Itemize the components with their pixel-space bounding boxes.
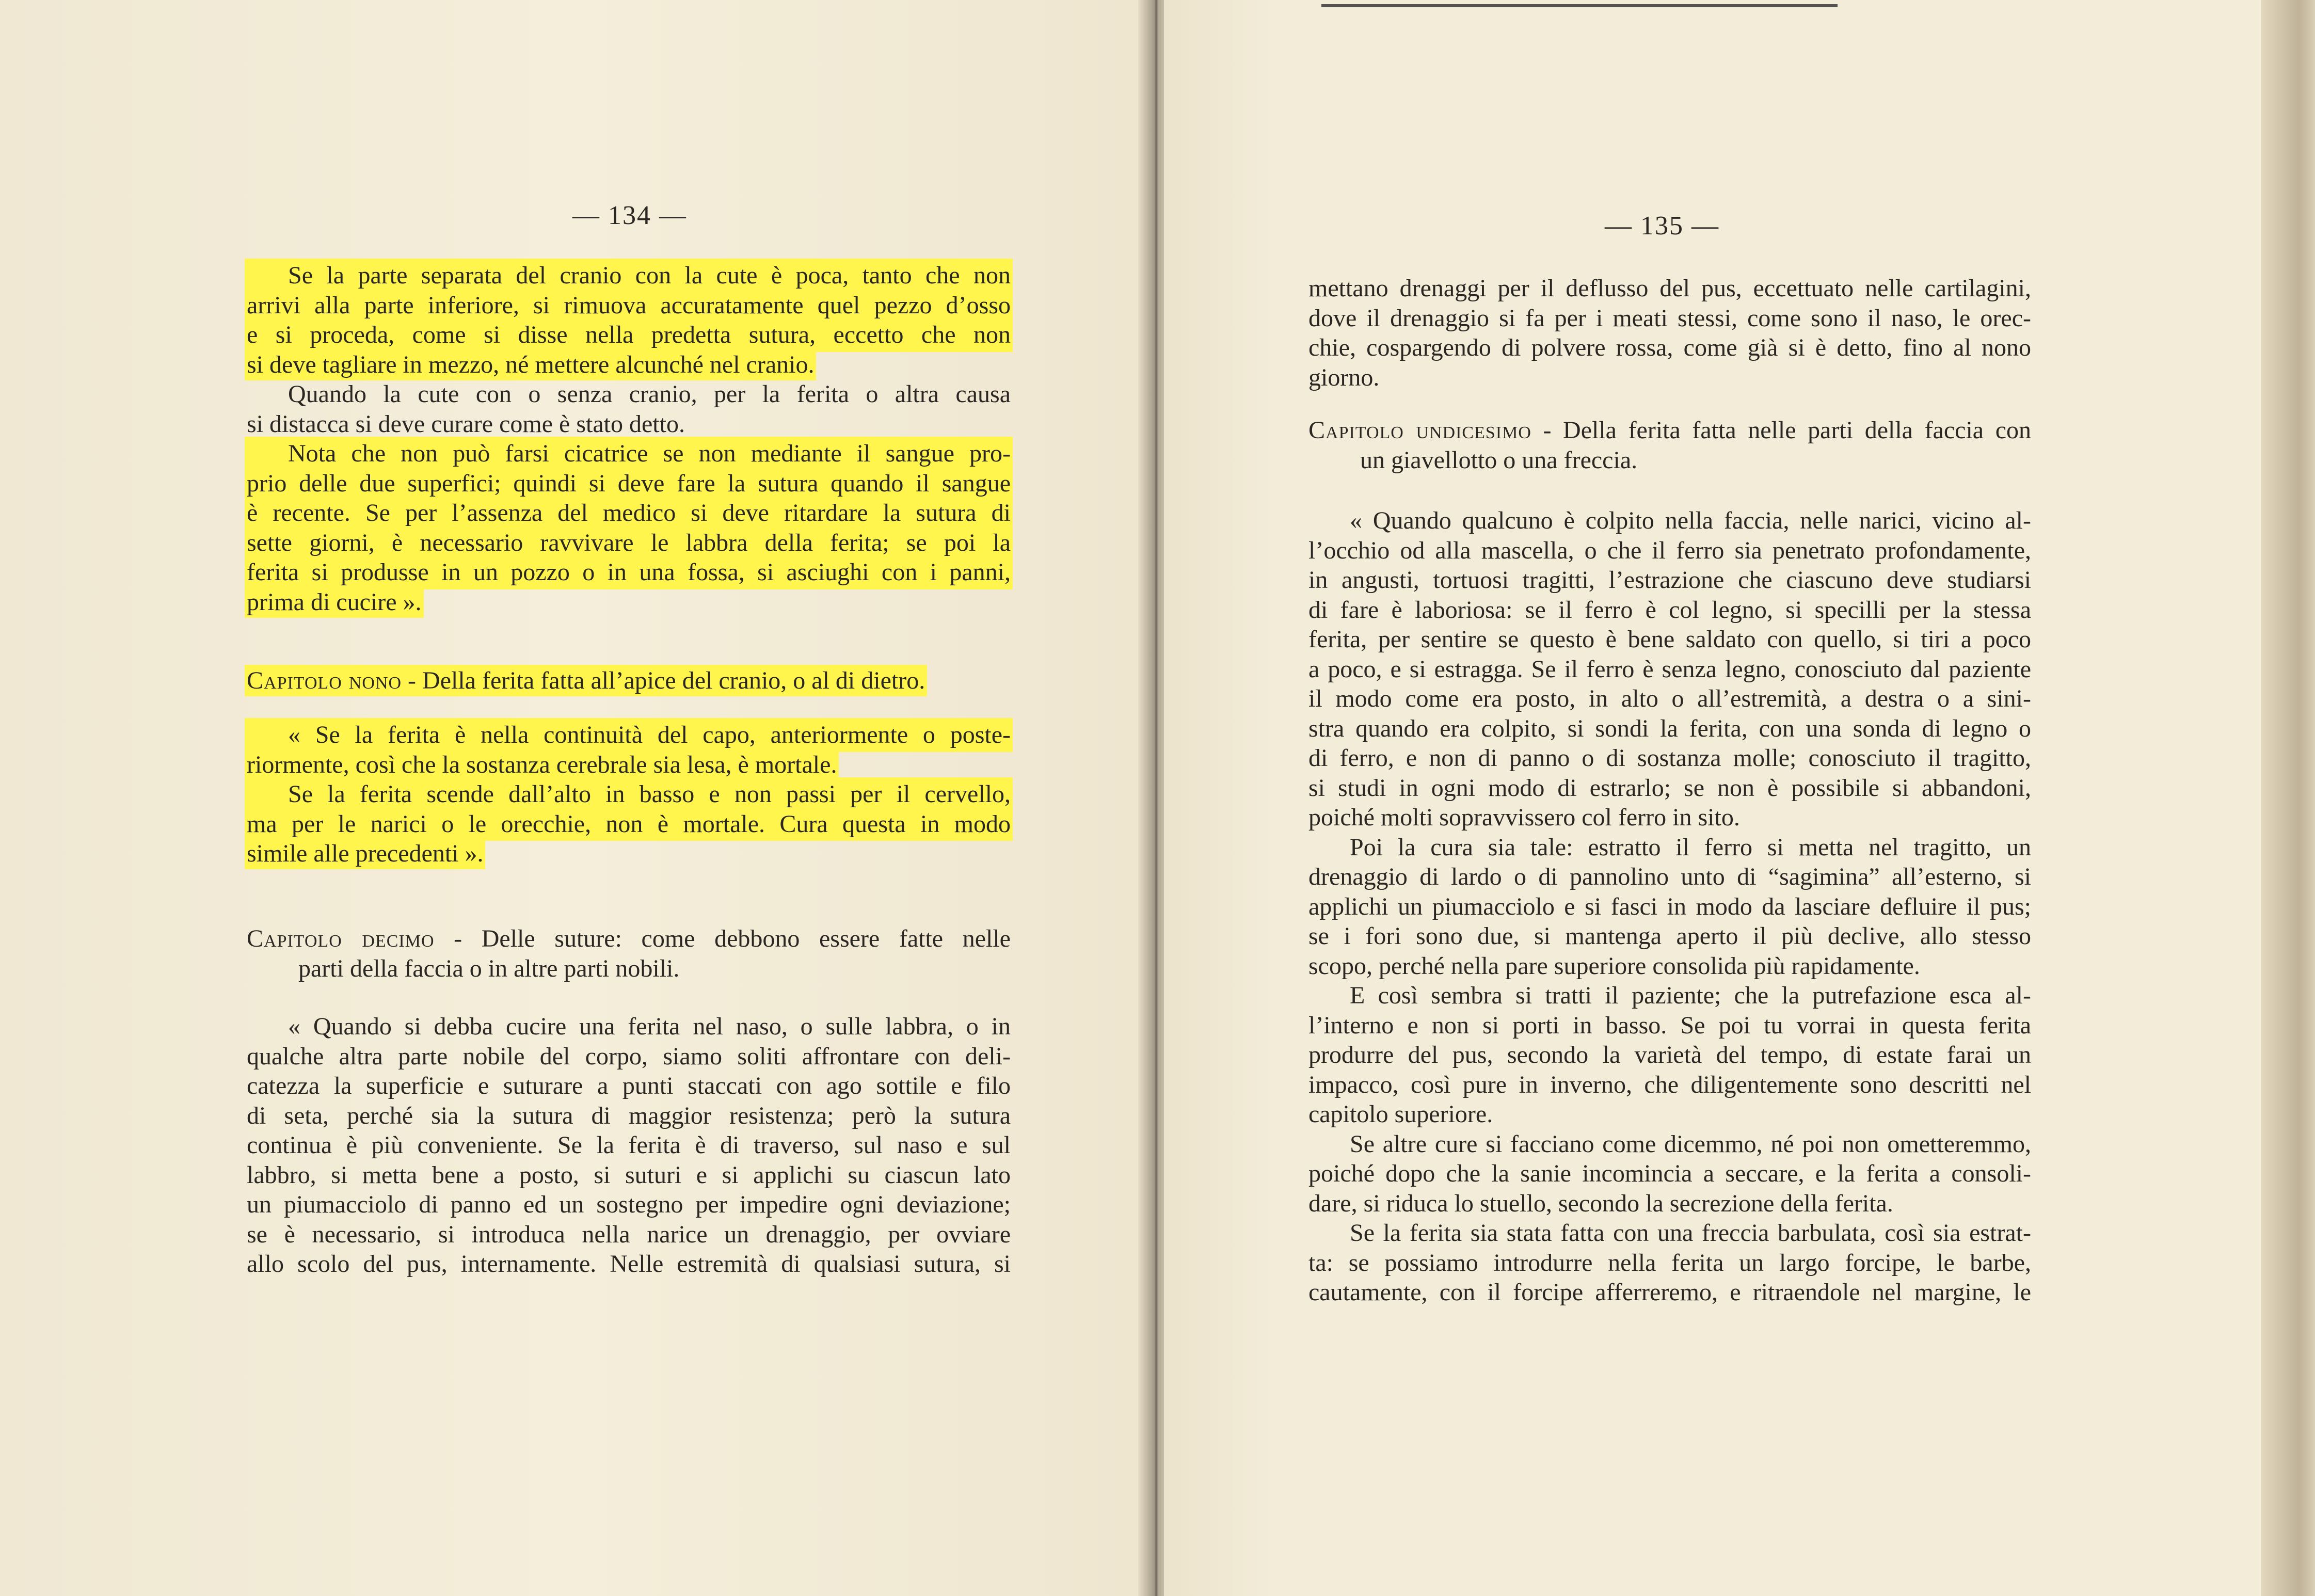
text-line xyxy=(247,750,1011,780)
text-line: ferita, per sentire se questo è bene saldato con quello, si tiri a poco xyxy=(1308,626,2031,653)
text-line: E così sembra si tratti il paziente; che la putrefazione esca al- xyxy=(1350,982,2031,1009)
text-line xyxy=(247,839,1011,869)
text-line: e si proceda, come si disse nella predetta sutura, eccetto che non xyxy=(247,320,1011,350)
text-line: poiché dopo che la sanie incomincia a seccare, e la ferita a consoli- xyxy=(1308,1160,2031,1187)
text-line: Se la parte separata del cranio con la cute è poca, tanto che non xyxy=(247,261,1011,291)
text-line: prio delle due superfici; quindi si deve fare la sutura quando il sangue xyxy=(247,469,1011,499)
text-line: stra quando era colpito, si sondi la ferita, con una sonda di legno o xyxy=(1308,714,2031,742)
text-line: il modo come era posto, in alto o all’estremità, a destra o a sini- xyxy=(1308,685,2031,712)
text-line: si studi in ogni modo di estrarlo; se non è possibile si abbandoni, xyxy=(1308,774,2031,802)
right-paragraph-2 xyxy=(1308,506,2031,1307)
text-line: impacco, così pure in inverno, che diligentemente sono descritti nel xyxy=(1308,1071,2031,1098)
text-line: è recente. Se per l’assenza del medico si deve ritardare la sutura di xyxy=(247,498,1011,528)
page-number-left: — 134 — xyxy=(572,201,687,230)
text-line: chie, cospargendo di polvere rossa, come già si è detto, fino al nono xyxy=(1308,334,2031,361)
text-line: arrivi alla parte inferiore, si rimuova accuratamente quel pezzo d’osso xyxy=(247,291,1011,321)
page-edge xyxy=(2261,0,2315,1596)
text-line: di ferro, e non di panno o di sostanza molle; conosciuto il tragitto, xyxy=(1308,744,2031,772)
text-line: labbro, si metta bene a posto, si suturi e si applichi su ciascun lato xyxy=(247,1161,1011,1189)
text-line: capitolo superiore. xyxy=(1308,1100,1493,1128)
text-line: Se altre cure si facciano come dicemmo, né poi non ometteremmo, xyxy=(1350,1130,2031,1158)
text-line: un giavellotto o una freccia. xyxy=(1360,446,1638,474)
text-line: « Quando qualcuno è colpito nella faccia, nelle narici, vicino al- xyxy=(1350,507,2031,534)
text-line: continua è più conveniente. Se la ferita è di traverso, sul naso e sul xyxy=(247,1131,1011,1159)
chapter-title: - Della ferita fatta all’apice del cranio, o al di dietro. xyxy=(402,667,925,694)
text-line: qualche altra parte nobile del corpo, siamo soliti affrontare con deli- xyxy=(247,1042,1011,1070)
left-page xyxy=(0,0,1148,1596)
text-line: mettano drenaggi per il deflusso del pus, eccettuato nelle cartilagini, xyxy=(1308,275,2031,302)
text-line: Quando la cute con o senza cranio, per la ferita o altra causa xyxy=(288,380,1011,408)
text-line: « Se la ferita è nella continuità del capo, anteriormente o poste- xyxy=(247,720,1011,750)
right-paragraph-1 xyxy=(1308,274,2031,392)
text-line: un piumacciolo di panno ed un sostegno per impedire ogni deviazione; xyxy=(247,1191,1011,1218)
text-line: se i fori sono due, si mantenga aperto il più declive, allo stesso xyxy=(1308,922,2031,950)
left-paragraph-3 xyxy=(247,1012,1011,1279)
text-line: se è necessario, si introduca nella narice un drenaggio, per ovviare xyxy=(247,1220,1011,1248)
chapter-label: Capitolo undicesimo xyxy=(1308,417,1531,444)
text-line: Se la ferita sia stata fatta con una freccia barbulata, così sia estrat- xyxy=(1350,1219,2031,1247)
text-line: ma per le narici o le orecchie, non è mortale. Cura questa in modo xyxy=(247,809,1011,839)
text-line: scopo, perché nella pare superiore consolida più rapidamente. xyxy=(1308,952,1920,980)
text-line xyxy=(1308,416,2031,445)
text-line: Poi la cura sia tale: estratto il ferro si metta nel tragitto, un xyxy=(1350,833,2031,861)
highlighted-heading xyxy=(247,667,925,694)
text-line: giorno. xyxy=(1308,363,1380,391)
text-line: allo scolo del pus, internamente. Nelle estremità di qualsiasi sutura, si xyxy=(247,1250,1011,1278)
text-line: sette giorni, è necessario ravvivare le labbra della ferita; se poi la xyxy=(247,528,1011,558)
chapter-heading-9 xyxy=(247,666,1011,696)
text-line: si distacca si deve curare come è stato detto. xyxy=(247,410,685,438)
text-line: applichi un piumacciolo e si fasci in modo da lasciare defluire il pus; xyxy=(1308,892,2031,920)
text-line: « Quando si debba cucire una ferita nel naso, o sulle labbra, o in xyxy=(288,1013,1011,1040)
text-line: catezza la superficie e suturare a punti staccati con ago sottile e filo xyxy=(247,1072,1011,1099)
text-line: l’occhio od alla mascella, o che il ferro sia penetrato profondamente, xyxy=(1308,536,2031,564)
text-line: Se la ferita scende dall’alto in basso e non passi per il cervello, xyxy=(247,779,1011,809)
text-line xyxy=(247,924,1011,954)
text-line: drenaggio di lardo o di pannolino unto di “sagimina” all’esterno, si xyxy=(1308,863,2031,890)
text-line: dare, si riduca lo stuello, secondo la secrezione della ferita. xyxy=(1308,1189,1893,1217)
text-line: di fare è laboriosa: se il ferro è col legno, si specilli per la stessa xyxy=(1308,596,2031,624)
text-line: ferita si produsse in un pozzo o in una fossa, si asciughi con i panni, xyxy=(247,557,1011,587)
text-line: in angusti, tortuosi tragitti, l’estrazione che ciascuno deve studiarsi xyxy=(1308,566,2031,594)
text-line: produrre del pus, secondo la varietà del tempo, di estate farai un xyxy=(1308,1041,2031,1068)
text-line xyxy=(247,350,1011,380)
text-line xyxy=(247,587,1011,617)
left-paragraph-1 xyxy=(247,261,1011,617)
text-line: parti della faccia o in altre parti nobili. xyxy=(298,954,680,982)
text-line: a poco, e si estragga. Se il ferro è senza legno, conosciuto dal paziente xyxy=(1308,655,2031,683)
text-line: cautamente, con il forcipe afferreremo, e ritraendole nel margine, le xyxy=(1308,1279,2031,1306)
text-line: di seta, perché sia la sutura di maggior resistenza; però la sutura xyxy=(247,1102,1011,1129)
highlighted-text: si deve tagliare in mezzo, né mettere alcunché nel cranio. xyxy=(247,350,815,378)
text-line xyxy=(247,666,1011,696)
highlighted-text: simile alle precedenti ». xyxy=(247,840,484,867)
chapter-title: - Delle suture: come debbono essere fatte nelle xyxy=(434,925,1011,952)
chapter-heading-11 xyxy=(1308,416,2031,475)
text-line: l’interno e non si porti in basso. Se poi tu vorrai in questa ferita xyxy=(1308,1011,2031,1039)
page-number-right: — 135 — xyxy=(1605,211,1719,241)
text-line: dove il drenaggio si fa per i meati stessi, come sono il naso, le orec- xyxy=(1308,304,2031,332)
chapter-label: Capitolo decimo xyxy=(247,925,435,952)
page-edge-mark xyxy=(1321,4,1838,7)
chapter-label: Capitolo nono xyxy=(247,667,402,694)
highlighted-text: prima di cucire ». xyxy=(247,588,422,616)
text-line: poiché molti sopravvissero col ferro in sito. xyxy=(1308,804,1740,831)
highlighted-text: riormente, così che la sostanza cerebrale sia lesa, è mortale. xyxy=(247,751,837,778)
left-paragraph-2 xyxy=(247,720,1011,869)
chapter-title: - Della ferita fatta nelle parti della faccia con xyxy=(1531,417,2032,444)
text-line: ta: se possiamo introdurre nella ferita un largo forcipe, le barbe, xyxy=(1308,1249,2031,1276)
chapter-heading-10 xyxy=(247,924,1011,983)
text-line: Nota che non può farsi cicatrice se non mediante il sangue pro- xyxy=(247,439,1011,469)
